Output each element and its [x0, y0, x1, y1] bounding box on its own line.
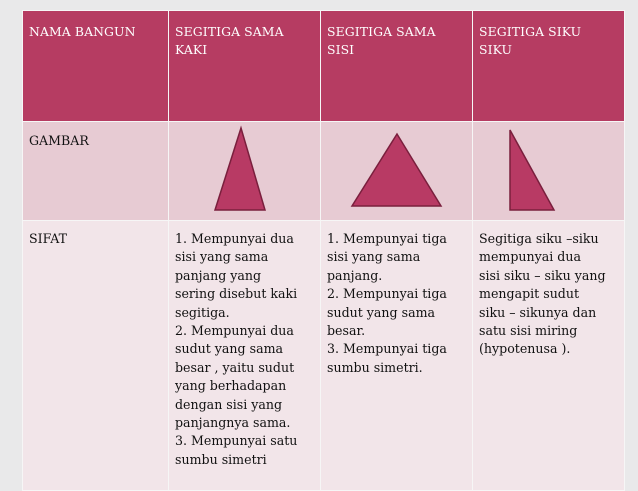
sifat-sama-kaki: 1. Mempunyai dua sisi yang sama panjang yang sering disebut kaki segitiga. 2. Mempunyai dua sudut yang sama besar , yaitu sudut yang berhadapan dengan sisi yang panjangnya sama. 3. Mempunyai satu sumbu simetri	[169, 221, 321, 491]
shapes-table	[22, 10, 625, 491]
header-segitiga-sama-sisi: SEGITIGA SAMA SISI	[321, 11, 473, 122]
gambar-row	[23, 122, 625, 221]
equilateral-triangle-icon	[321, 122, 472, 220]
right-triangle-icon	[473, 122, 624, 220]
header-segitiga-sama-kaki: SEGITIGA SAMA KAKI	[169, 11, 321, 122]
gambar-cell-sama-sisi	[321, 122, 473, 221]
sifat-sama-sisi: 1. Mempunyai tiga sisi yang sama panjang. 2. Mempunyai tiga sudut yang sama besar. 3. Mempunyai tiga sumbu simetri.	[321, 221, 473, 491]
gambar-cell-siku-siku	[473, 122, 625, 221]
header-segitiga-siku-siku: SEGITIGA SIKU SIKU	[473, 11, 625, 122]
gambar-cell-sama-kaki	[169, 122, 321, 221]
sifat-label: SIFAT	[23, 221, 169, 491]
header-row	[23, 11, 625, 122]
sifat-row	[23, 221, 625, 491]
header-nama-bangun: NAMA BANGUN	[23, 11, 169, 122]
gambar-label: GAMBAR	[23, 122, 169, 221]
isosceles-triangle-icon	[169, 122, 320, 220]
sifat-siku-siku: Segitiga siku –siku mempunyai dua sisi siku – siku yang mengapit sudut siku – sikunya dan satu sisi miring (hypotenusa ).	[473, 221, 625, 491]
